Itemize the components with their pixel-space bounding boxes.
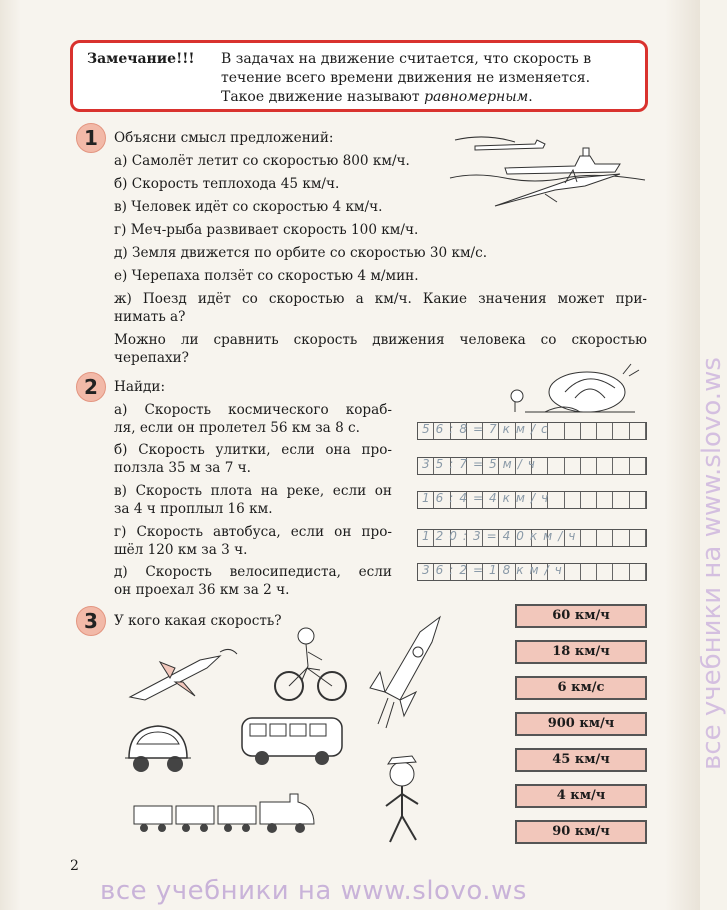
speed-card-90[interactable]: 90 км/ч [515,820,647,844]
speed-card-4[interactable]: 4 км/ч [515,784,647,808]
bus-icon [238,712,346,768]
answer-grid-a[interactable] [417,422,647,440]
task1-item-e: е) Черепаха ползёт со скоростью 4 м/мин. [114,268,419,284]
answer-grid-d[interactable] [417,563,647,581]
speed-card-6[interactable]: 6 км/с [515,676,647,700]
speed-card-900[interactable]: 900 км/ч [515,712,647,736]
task2-title: Найди: [114,379,166,395]
notice-label: Замечание!!! [87,51,195,67]
notice-box [70,40,648,112]
task2-item-b-line1: б) Скорость улитки, если она про- [114,442,392,458]
answer-g-handwriting: 120:3=40км/ч [422,529,582,543]
task3-title: У кого какая скорость? [114,613,282,629]
walking-boy-icon [372,752,434,848]
answer-d-handwriting: 36:2=18км/ч [422,563,568,577]
task2-item-d-line1: д) Скорость велосипедиста, если [114,564,392,580]
train-icon [130,788,318,836]
speed-card-45[interactable]: 45 км/ч [515,748,647,772]
answer-grid-g[interactable] [417,529,647,547]
task1-item-a: а) Самолёт летит со скоростью 800 км/ч. [114,153,410,169]
car-icon [123,718,193,776]
task1-item-g: г) Меч-рыба развивает скорость 100 км/ч. [114,222,419,238]
notice-text: В задачах на движение считается, что скорость в течение всего времени движения не изменяется. Такое движение называют равномерным. [221,51,592,105]
task2-item-b-line2: ползла 35 м за 7 ч. [114,460,251,476]
airplane-icon [125,642,240,704]
answer-b-handwriting: 35:7=5м/ч [422,457,541,471]
task2-item-v-line1: в) Скорость плота на реке, если он [114,483,392,499]
task1-item-b: б) Скорость теплохода 45 км/ч. [114,176,340,192]
watermark-bottom: все учебники на www.slovo.ws [100,876,527,906]
page-number: 2 [70,858,79,874]
task2-item-a-line1: а) Скорость космического кораб- [114,402,392,418]
snail-illustration [505,358,645,416]
task1-item-d: д) Земля движется по орбите со скоростью 30 км/с. [114,245,488,261]
task1-question-line1: Можно ли сравнить скорость движения человека со скоростью [114,332,647,348]
answer-a-handwriting: 56:8=7км/с [422,422,554,436]
task1-title: Объясни смысл предложений: [114,130,334,146]
watermark-side: все учебники на www.slovo.ws [697,357,727,770]
notice-emphasis: равномерным [424,89,529,105]
answer-grid-v[interactable] [417,491,647,509]
task1-number-badge: 1 [76,123,106,153]
task1-question-line2: черепахи? [114,350,189,366]
task2-item-g-line1: г) Скорость автобуса, если он про- [114,524,392,540]
speed-card-18[interactable]: 18 км/ч [515,640,647,664]
speed-card-60[interactable]: 60 км/ч [515,604,647,628]
answer-v-handwriting: 16:4=4км/ч [422,491,555,505]
task2-item-g-line2: шёл 120 км за 3 ч. [114,542,248,558]
task2-item-d-line2: он проехал 36 км за 2 ч. [114,582,290,598]
task3-number-badge: 3 [76,606,106,636]
task2-item-a-line2: ля, если он пролетел 56 км за 8 с. [114,420,360,436]
task1-item-zh-line2: нимать а? [114,309,186,325]
ship-plane-swordfish-illustration [445,128,650,210]
task2-number-badge: 2 [76,372,106,402]
task1-item-zh-line1: ж) Поезд идёт со скоростью а км/ч. Какие значения может при- [114,291,647,307]
cyclist-icon [272,626,348,704]
answer-grid-b[interactable] [417,457,647,475]
task2-item-v-line2: за 4 ч проплыл 16 км. [114,501,273,517]
rocket-icon [360,612,450,732]
task1-item-v: в) Человек идёт со скоростью 4 км/ч. [114,199,383,215]
